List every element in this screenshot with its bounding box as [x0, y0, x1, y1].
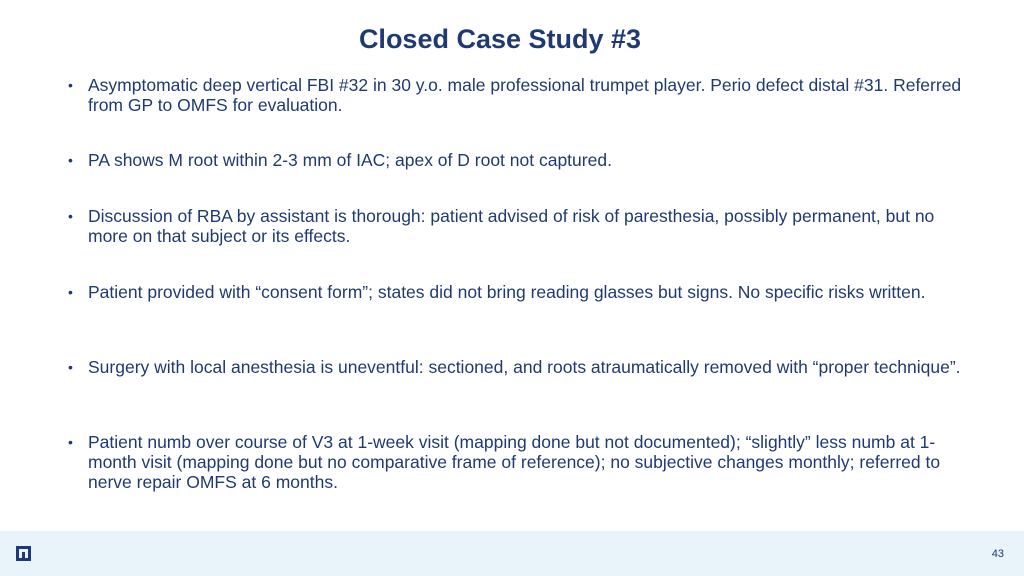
bullet-item: [68, 432, 968, 492]
bullet-text: Patient provided with “consent form”; states did not bring reading glasses but signs. No specific risks written.: [88, 282, 926, 302]
bullet-dot: •: [68, 77, 73, 93]
bullet-item: [68, 150, 612, 170]
bullet-text: Discussion of RBA by assistant is thorough: patient advised of risk of paresthesia, possibly permanent, but no more on that subject or its effects.: [88, 206, 935, 246]
bullet-text: Patient numb over course of V3 at 1-week visit (mapping done but not documented); “slightly” less numb at 1-month visit (mapping done but no comparative frame of reference); no subjective changes monthly; referred to nerve repair OMFS at 6 months.: [88, 432, 941, 492]
brand-logo-icon: [16, 546, 31, 561]
bullet-item: [68, 282, 925, 302]
bullet-dot: •: [68, 359, 73, 375]
bullet-text: PA shows M root within 2-3 mm of IAC; apex of D root not captured.: [88, 150, 612, 170]
bullet-item: [68, 357, 961, 377]
bullet-dot: •: [68, 208, 73, 224]
bullet-text: Asymptomatic deep vertical FBI #32 in 30 y.o. male professional trumpet player. Perio defect distal #31. Referred from GP to OMFS for evaluation.: [88, 75, 962, 115]
slide-title: Closed Case Study #3: [358, 24, 642, 54]
bullet-text: Surgery with local anesthesia is uneventful: sectioned, and roots atraumatically removed with “proper technique”.: [88, 357, 961, 377]
bullet-dot: •: [68, 152, 73, 168]
bullet-dot: •: [68, 284, 73, 300]
footer-bar: [0, 531, 1024, 576]
bullet-item: [68, 75, 968, 115]
bullet-item: [68, 206, 968, 246]
bullet-dot: •: [68, 434, 73, 450]
page-number: 43: [991, 548, 1004, 560]
